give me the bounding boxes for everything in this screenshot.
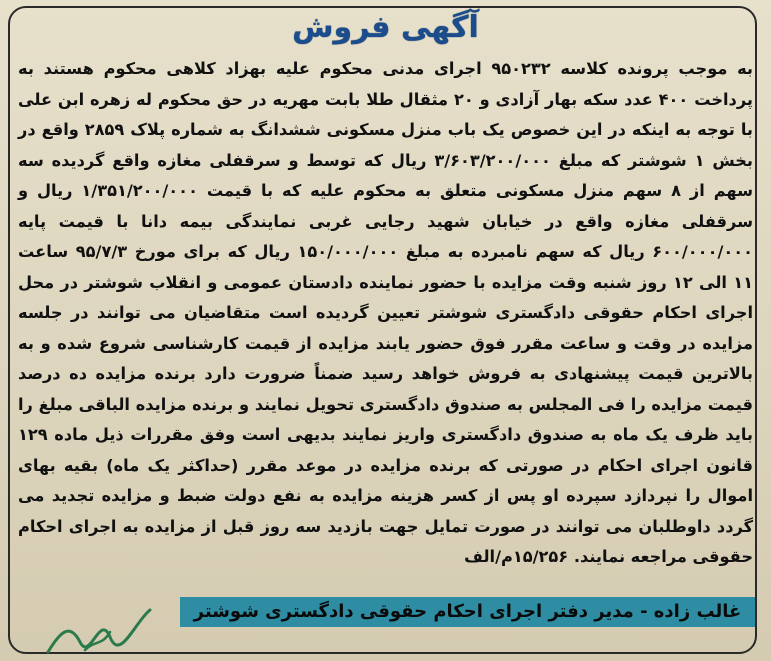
ad-body-text: به موجب پرونده کلاسه ۹۵۰۲۳۲ اجرای مدنی محکوم علیه بهزاد کلاهی محکوم هستند به پرداخت ۴۰۰ عدد سکه بهار آزادی و ۲۰ مثقال طلا بابت مهریه در حق محکوم له زهره ابن علی با توجه به اینکه در این خصوص یک باب منزل مسکونی ششدانگ به شماره پلاک ۲۸۵۹ واقع در بخش ۱ شوشتر که مبلغ ۳/۶۰۳/۲۰۰/۰۰۰ ریال که توسط و سرقفلی مغازه واقع گردیده سه سهم از ۸ سهم منزل مسکونی متعلق به محکوم علیه که با قیمت ۱/۳۵۱/۲۰۰/۰۰۰ ریال و سرقفلی مغازه واقع در خیابان شهید رجایی غربی نمایندگی بیمه دانا با قیمت پایه ۶۰۰/۰۰۰/۰۰۰ ریال که سهم نامبرده به مبلغ ۱۵۰/۰۰۰/۰۰۰ ریال که برای مورخ ۹۵/۷/۳ ساعت ۱۱ الی ۱۲ روز شنبه وقت مزایده با حضور نماینده دادستان عمومی و انقلاب شوشتر در محل اجرای احکام حقوقی دادگستری شوشتر تعیین گردیده است متقاضیان می توانند در جلسه مزایده در وقت و ساعت مقرر فوق حضور یابند مزایده از قیمت کارشناسی شروع شده و به بالاترین قیمت پیشنهادی به فروش خواهد رسید ضمناً ضرورت دارد برنده مزایده ده درصد قیمت مزایده را فی المجلس به صندوق دادگستری تحویل نمایند و برنده مزایده الباقی مبلغ را باید ظرف یک ماه به صندوق دادگستری واریز نمایند بدیهی است وفق مقررات ذیل ماده ۱۲۹ قانون اجرای احکام در صورتی که برنده مزایده در موعد مقرر (حداکثر یک ماه) بقیه بهای اموال را نپردازد سپرده او پس از کسر هزینه مزایده به نفع دولت ضبط و مزایده تجدید می گردد داوطلبان می توانند در صورت تمایل جهت بازدید سه روز قبل از مزایده به اجرای احکام حقوقی مراجعه نمایند. ۱۵/۲۵۶م/الف <box>18 59 753 566</box>
handwritten-signature-icon <box>40 602 160 657</box>
ad-title: آگهی فروش <box>292 10 479 45</box>
signature-line: غالب زاده - مدیر دفتر اجرای احکام حقوقی دادگستری شوشتر <box>180 597 755 627</box>
